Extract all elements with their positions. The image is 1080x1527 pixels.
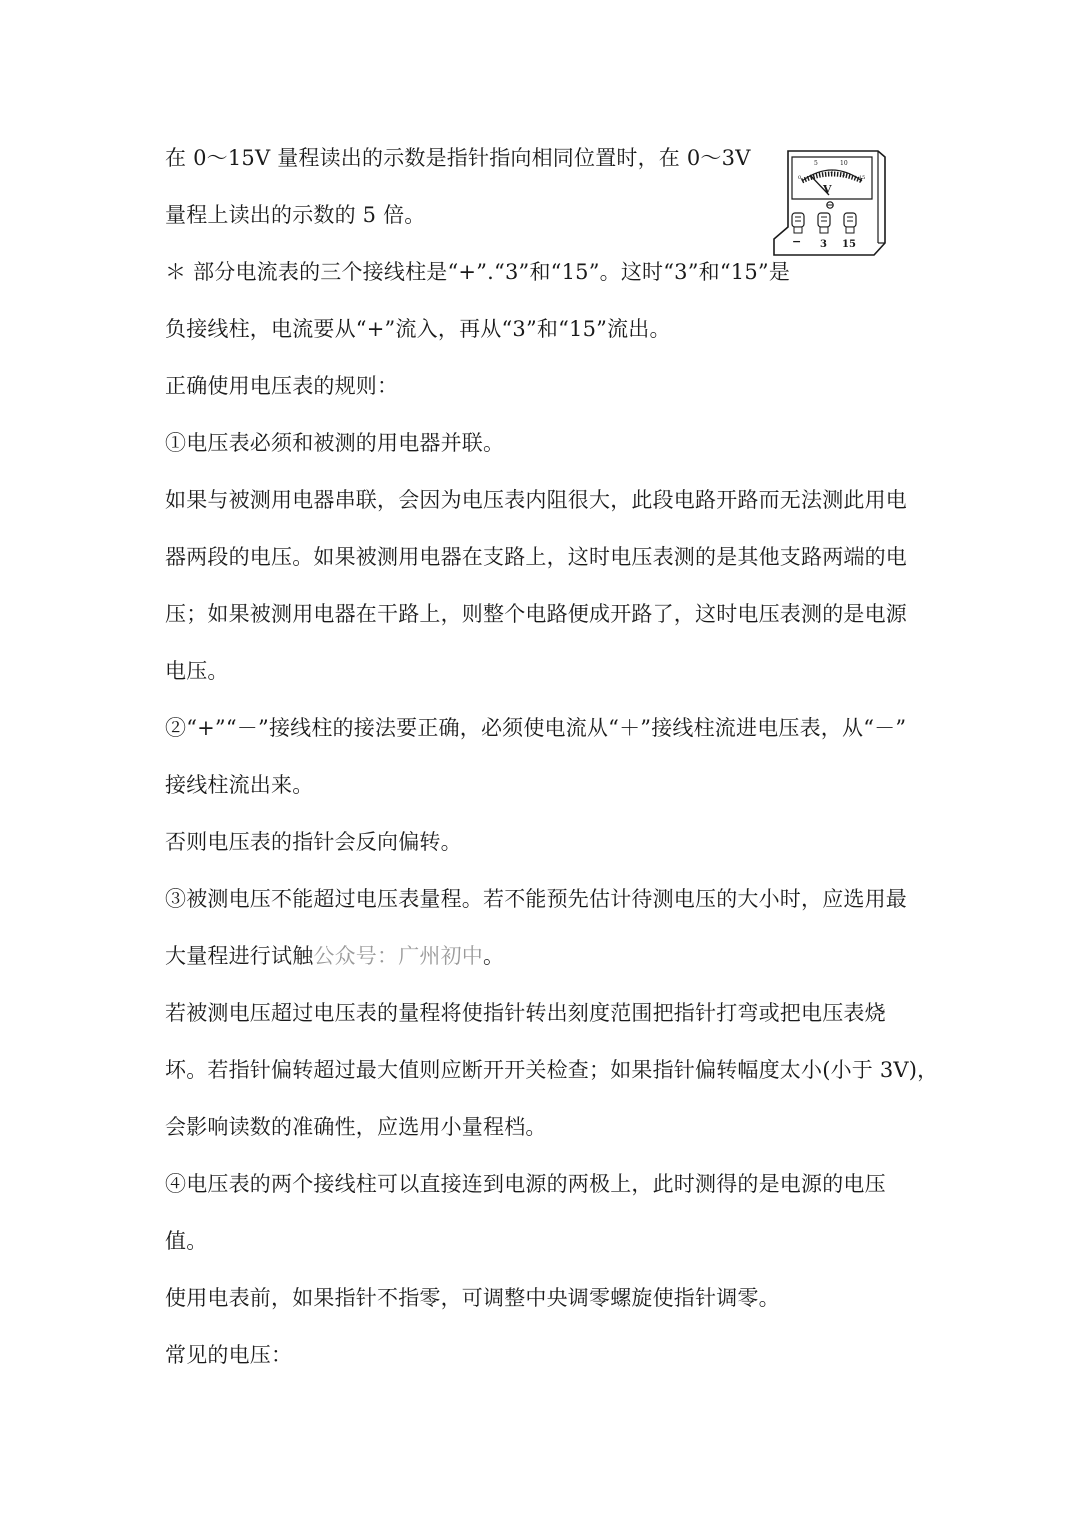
text-line-21: 使用电表前，如果指针不指零，可调整中央调零螺旋使指针调零。 [165, 1286, 780, 1310]
text-line-20: 值。 [165, 1229, 208, 1253]
terminal-3 [818, 213, 830, 233]
inner-label-1: 1 [818, 172, 822, 178]
text-line-15-main: 大量程进行试触 [165, 944, 314, 968]
document-body [165, 130, 939, 1384]
terminal-15 [844, 213, 856, 233]
text-line-8: 器两段的电压。如果被测用电器在支路上，这时电压表测的是其他支路两端的电 [165, 545, 907, 569]
watermark-text: 公众号：广州初中 [313, 944, 484, 968]
dial-symbol: V [823, 183, 832, 196]
section-heading: 正确使用电压表的规则： [165, 374, 399, 398]
section-heading-2: 常见的电压： [165, 1343, 293, 1367]
text-line-10: 电压。 [165, 659, 229, 683]
text-line-15 [165, 928, 925, 985]
rule-4: ④电压表的两个接线柱可以直接连到电源的两极上，此时测得的是电源的电压 [165, 1172, 886, 1196]
text-line-16: 若被测电压超过电压表的量程将使指针转出刻度范围把指针打弯或把电压表烧 [165, 1001, 886, 1025]
terminal-label-15: 15 [842, 239, 856, 250]
scale-label-5: 5 [814, 160, 818, 167]
terminal-label-negative: − [792, 235, 802, 248]
text-line-18: 会影响读数的准确性，应选用小量程档。 [165, 1115, 547, 1139]
scale-label-10: 10 [840, 160, 848, 167]
text-line-13: 否则电压表的指针会反向偏转。 [165, 830, 462, 854]
voltmeter-illustration [770, 143, 888, 261]
text-line-2: 量程上读出的示数的 5 倍。 [165, 203, 426, 227]
text-line-7: 如果与被测用电器串联，会因为电压表内阻很大，此段电路开路而无法测此用电 [165, 488, 907, 512]
rule-2: ②“+”“－”接线柱的接法要正确，必须使电流从“＋”接线柱流进电压表，从“－” [165, 716, 907, 740]
text-line-4: 负接线柱，电流要从“+”流入，再从“3”和“15”流出。 [165, 317, 671, 341]
rule-1: ①电压表必须和被测的用电器并联。 [165, 431, 505, 455]
text-line-3: ＊ 部分电流表的三个接线柱是“+”.“3”和“15”。这时“3”和“15”是 [165, 260, 791, 284]
text-line-17: 坏。若指针偏转超过最大值则应断开开关检查；如果指针偏转幅度太小(小于 3V)， [165, 1058, 939, 1082]
scale-label-15: 15 [859, 175, 866, 181]
text-line-1: 在 0～15V 量程读出的示数是指针指向相同位置时，在 0～3V [165, 146, 751, 170]
inner-label-3: 3 [842, 172, 846, 178]
inner-label-2: 2 [830, 169, 834, 175]
text-line-9: 压；如果被测用电器在干路上，则整个电路便成开路了，这时电压表测的是电源 [165, 602, 907, 626]
rule-3: ③被测电压不能超过电压表量程。若不能预先估计待测电压的大小时，应选用最 [165, 887, 907, 911]
text-line-15-tail: 。 [483, 944, 505, 968]
text-line-12: 接线柱流出来。 [165, 773, 314, 797]
terminal-label-3: 3 [820, 239, 827, 250]
scale-label-0: 0 [798, 175, 802, 181]
terminal-negative [792, 213, 804, 233]
